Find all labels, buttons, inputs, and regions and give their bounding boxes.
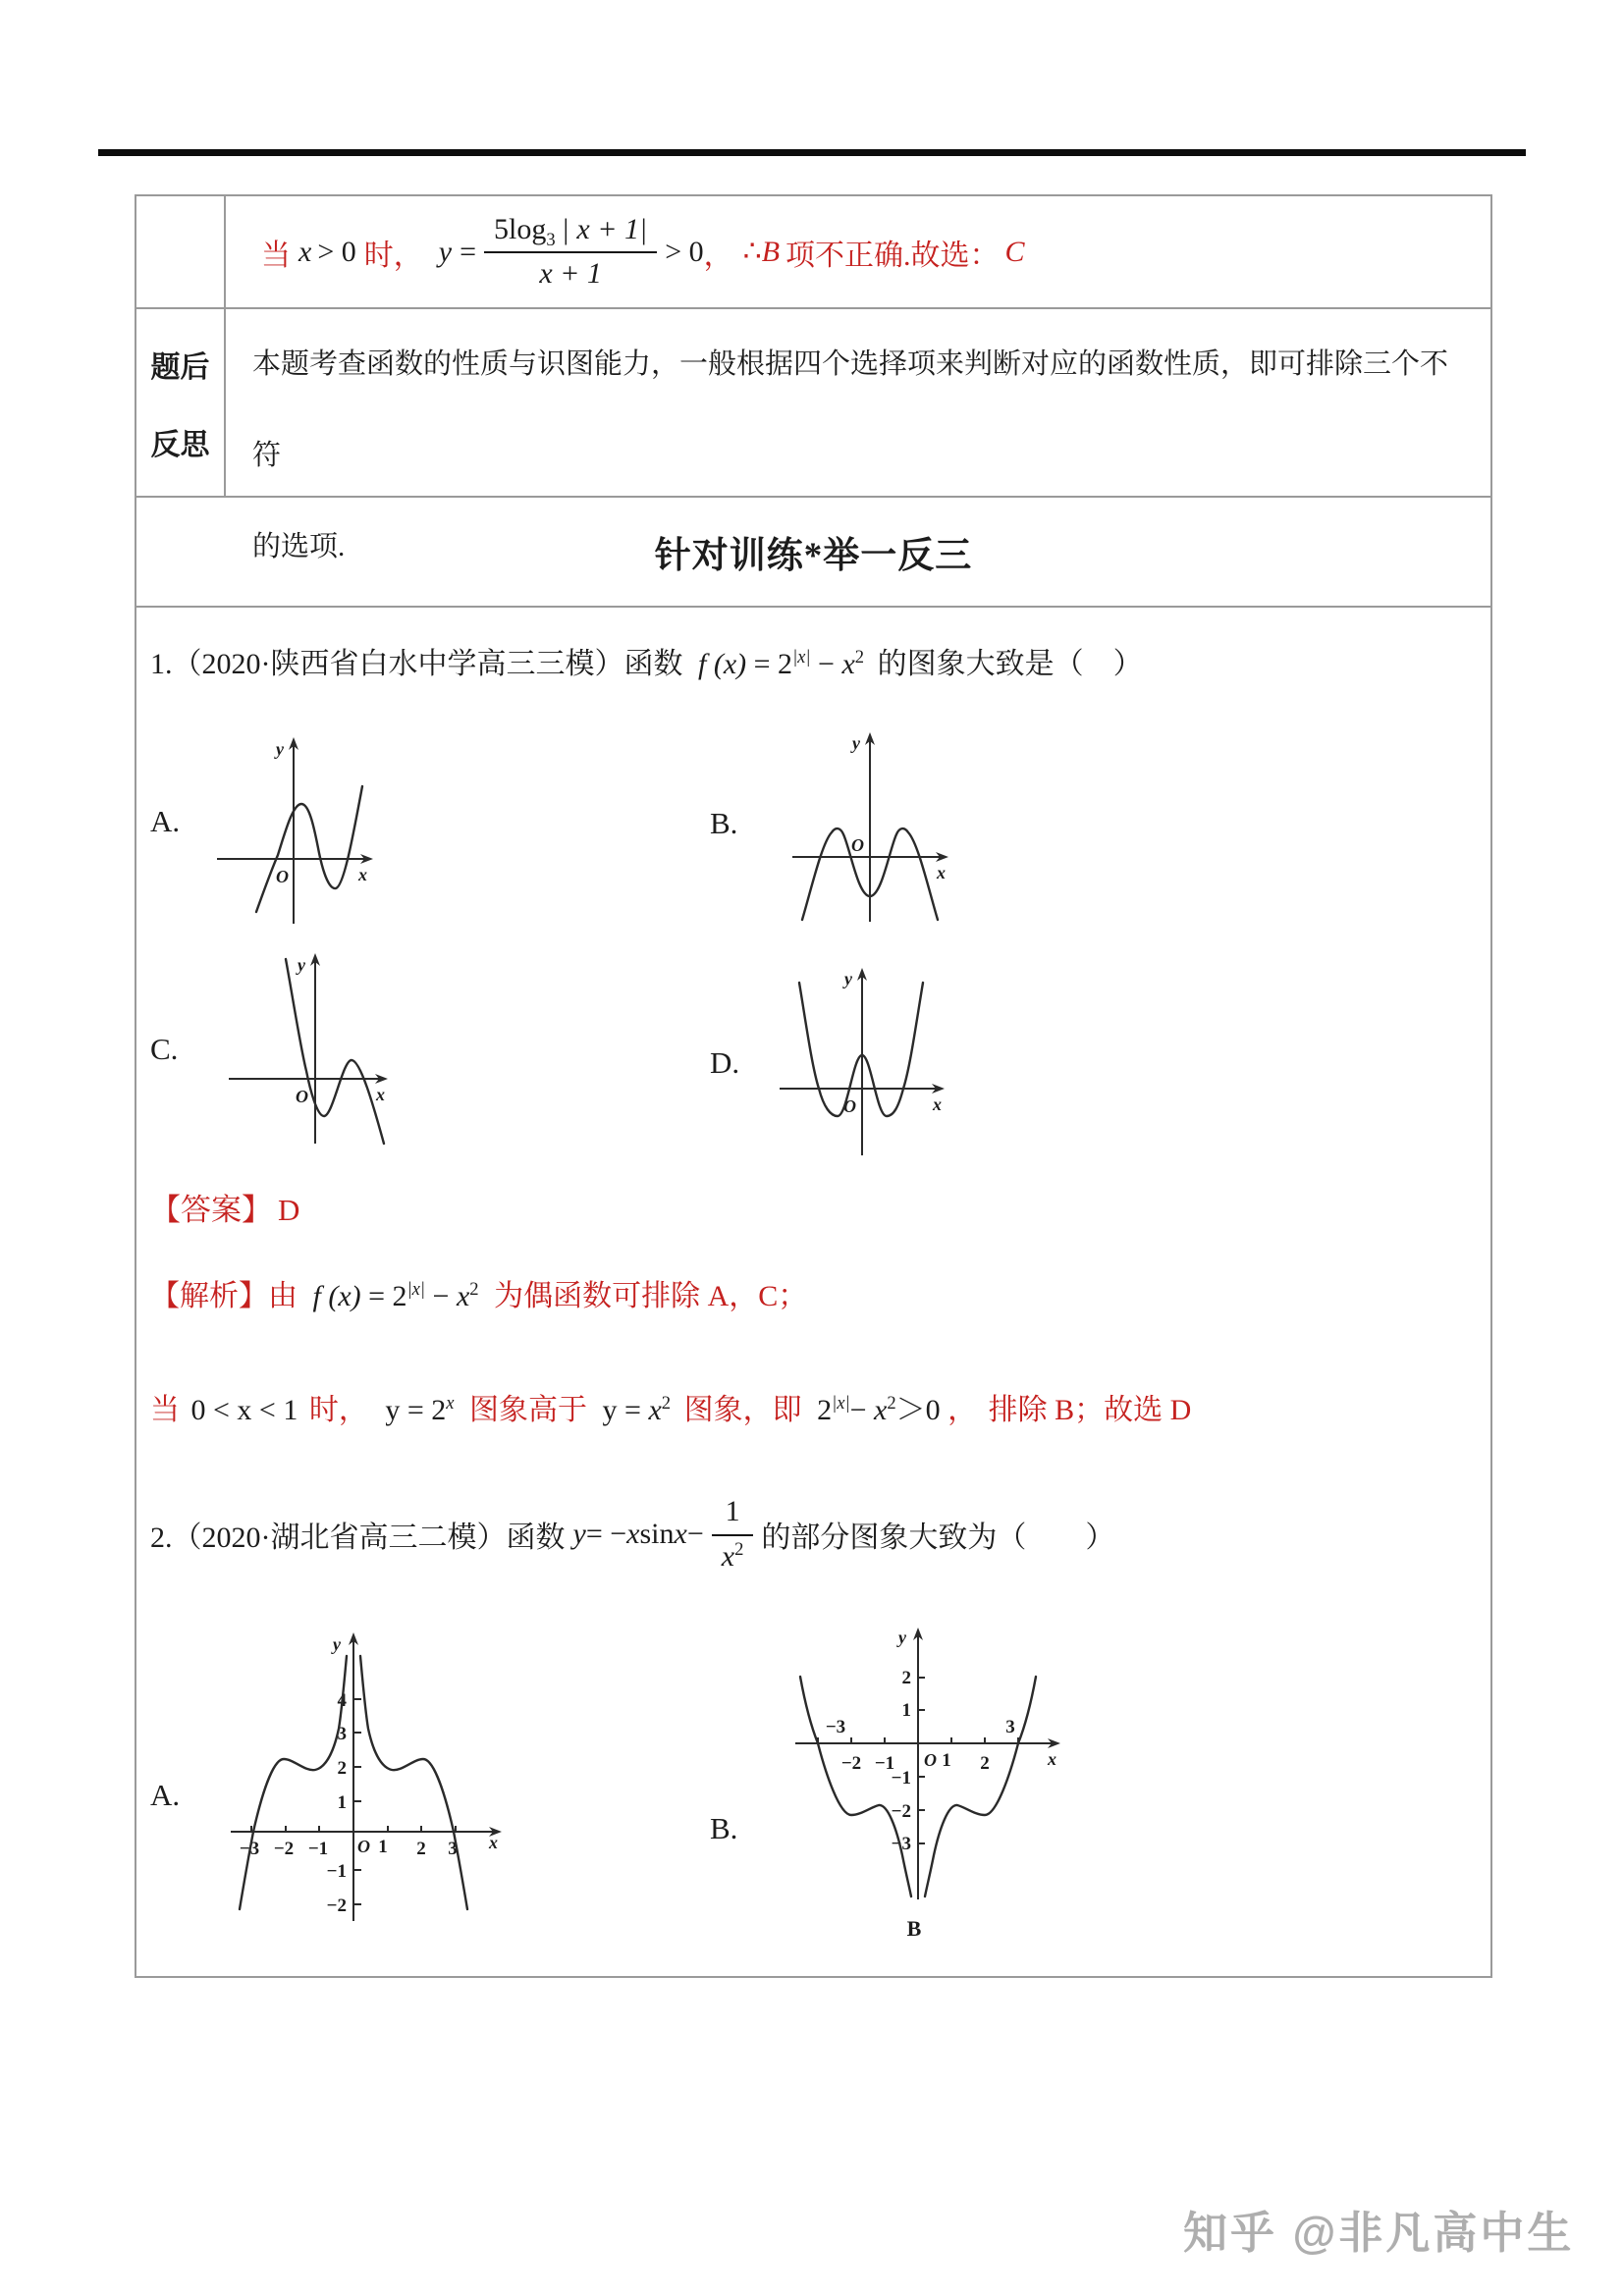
chosen-answer-c: C <box>1004 235 1025 268</box>
x-tick: 3 <box>448 1839 458 1859</box>
line3-shi: 时， <box>308 1394 368 1426</box>
y-axis-label: y <box>844 969 852 988</box>
reflection-label-line2: 反思 <box>150 428 210 461</box>
q2-option-a-label: A. <box>150 1778 181 1812</box>
analysis-math-sup2: 2 <box>469 1279 479 1300</box>
x-tick: 2 <box>980 1753 990 1774</box>
line3-m3-base: 2 <box>817 1394 833 1426</box>
line3-m1-sup: x <box>446 1393 455 1414</box>
section-title: 针对训练*举一反三 <box>654 536 973 576</box>
section-title-row <box>136 498 1490 608</box>
fraction-numerator <box>484 211 657 254</box>
q1-math-x: x <box>841 648 855 680</box>
analysis-label: 【解析】由 <box>150 1280 298 1312</box>
q2-math-minus: − <box>686 1518 704 1550</box>
q2-fraction <box>712 1493 754 1575</box>
solution-formula-row <box>136 196 1490 309</box>
x-tick: 2 <box>416 1839 426 1859</box>
q1-option-d-graph <box>775 963 951 1159</box>
q1-analysis-line <box>150 1271 807 1314</box>
x-tick: −3 <box>825 1717 846 1737</box>
q1-math-sup: |x| <box>792 647 811 667</box>
y-tick: −2 <box>891 1801 911 1822</box>
x-tick: −2 <box>840 1753 862 1774</box>
graph-b-caption: B <box>906 1916 922 1941</box>
reflection-label-line1: 题后 <box>150 350 210 384</box>
den-x1: x + 1 <box>539 257 602 290</box>
y-tick: 2 <box>901 1668 911 1688</box>
q2-fraction-denominator <box>712 1536 754 1576</box>
solution-formula-row-content <box>228 196 1490 307</box>
x-tick: 3 <box>1005 1717 1015 1737</box>
reflection-text-line1: 本题考查函数的性质与识图能力，一般根据四个选择项来判断对应的函数性质，即可排除三个不符 <box>252 348 1449 471</box>
q1-option-d-label: D. <box>710 1045 740 1080</box>
q1-stem-prefix: 1.（2020·陕西省白水中学高三三模）函数 <box>150 648 683 680</box>
solution-formula-row-label-cell <box>136 196 226 307</box>
y-tick: 4 <box>337 1690 347 1711</box>
y-tick: 3 <box>337 1724 347 1744</box>
q2-option-b-graph <box>786 1622 1066 1946</box>
x-axis-label: x <box>1048 1749 1056 1769</box>
q2-stem-suffix: 的部分图象大致为（ ） <box>761 1522 1115 1554</box>
origin-label: O <box>296 1087 308 1106</box>
q2-math-eq1: = − <box>585 1518 627 1550</box>
line3-m3-sup2: 2 <box>887 1393 896 1414</box>
y-axis-label: y <box>298 955 305 975</box>
origin-label: O <box>843 1096 856 1116</box>
q2-den-x: x <box>721 1539 735 1573</box>
q1-answer-line <box>150 1185 299 1229</box>
x-tick: −2 <box>273 1839 295 1859</box>
q1-math-sup2: 2 <box>854 647 865 667</box>
y-axis-label: y <box>333 1634 341 1654</box>
therefore-symbol: ∴ <box>742 236 762 268</box>
q2-den-sup: 2 <box>734 1538 744 1560</box>
line3-m3-sup: |x| <box>832 1393 850 1414</box>
answer-label: 【答案】 <box>150 1193 272 1227</box>
analysis-math-minus: − <box>425 1280 457 1312</box>
text-dang: 当 <box>261 239 291 272</box>
line3-m1: y = 2 <box>385 1394 447 1426</box>
line3-m3-minus: − <box>849 1394 874 1426</box>
q2-option-a-graph <box>223 1627 508 1941</box>
y-tick: −2 <box>326 1896 347 1916</box>
x-axis-label: x <box>489 1833 498 1852</box>
analysis-math-eq: = 2 <box>360 1280 407 1312</box>
fraction-denominator <box>484 253 657 294</box>
math-gt0: > 0 <box>317 235 356 268</box>
text-comma: ， <box>703 239 733 272</box>
line3-tail: 排除 B；故选 D <box>988 1394 1192 1426</box>
answer-value: D <box>278 1193 300 1227</box>
origin-label: O <box>276 867 289 886</box>
num-log: 5log <box>494 212 547 245</box>
y-tick: 1 <box>337 1792 347 1813</box>
solution-table <box>135 194 1492 1978</box>
math-eq: = <box>460 235 476 268</box>
line3-cond: 0 < x < 1 <box>190 1394 298 1426</box>
zhihu-watermark: 知乎 @非凡高中生 <box>1183 2208 1575 2258</box>
questions-area <box>136 608 1490 1980</box>
line3-m2-pre: y = <box>602 1394 649 1426</box>
q2-math-x1: x <box>626 1518 640 1550</box>
num-abs: | x + 1| <box>561 212 648 245</box>
x-tick: −1 <box>874 1753 895 1774</box>
log-base: 3 <box>546 229 556 250</box>
q2-math-sin: sin <box>639 1518 675 1550</box>
x-tick: −3 <box>239 1839 260 1859</box>
q1-option-a-label: A. <box>150 804 181 838</box>
reflection-label-cell <box>136 309 226 496</box>
x-axis-label: x <box>358 865 367 884</box>
math-x: x <box>298 235 312 268</box>
line3-m3-x: x <box>873 1394 888 1426</box>
q1-math-fx: f (x) <box>698 648 747 680</box>
top-divider-rule <box>98 149 1526 156</box>
q1-stem-suffix: 的图象大致是（ ） <box>877 648 1143 680</box>
math-gt0b: > 0 <box>665 235 704 268</box>
line3-comma: ， <box>947 1394 978 1426</box>
y-tick: −3 <box>891 1834 911 1854</box>
y-axis-label: y <box>276 739 284 759</box>
y-tick: 2 <box>337 1758 347 1779</box>
x-axis-label: x <box>937 863 946 882</box>
option-b-ref: B <box>761 235 781 268</box>
y-tick: −1 <box>326 1861 347 1882</box>
q1-stem <box>150 639 1143 682</box>
analysis-math-sup: |x| <box>406 1279 426 1300</box>
q2-fraction-numerator: 1 <box>712 1493 754 1536</box>
q1-option-c-label: C. <box>150 1032 179 1066</box>
x-tick: 1 <box>942 1750 951 1771</box>
q1-option-c-graph <box>223 947 395 1148</box>
analysis-math-x: x <box>456 1280 470 1312</box>
y-tick: 1 <box>901 1700 911 1721</box>
line3-m3-rel: ＞0 <box>895 1394 941 1426</box>
line3-m2-sup: 2 <box>661 1393 672 1414</box>
y-axis-label: y <box>852 733 860 753</box>
fraction-log <box>484 211 657 294</box>
origin-label: O <box>851 835 864 855</box>
q2-math-x2: x <box>674 1518 687 1550</box>
y-axis-label: y <box>898 1628 906 1647</box>
q2-stem-prefix: 2.（2020·湖北省高三二模）函数 <box>150 1522 566 1554</box>
q2-stem <box>150 1493 1114 1575</box>
analysis-math-fx: f (x) <box>312 1280 361 1312</box>
origin-label: O <box>357 1837 370 1856</box>
text-shi: 时， <box>363 239 423 272</box>
math-y: y <box>438 235 453 268</box>
analysis-suffix: 为偶函数可排除 A，C； <box>494 1280 808 1312</box>
reflection-text-line2: 的选项. <box>252 531 346 562</box>
x-tick: −1 <box>307 1839 329 1859</box>
q1-math-minus: − <box>810 648 842 680</box>
line3-red1: 图象高于 <box>469 1394 588 1426</box>
q1-math-eq: = 2 <box>746 648 793 680</box>
q1-option-b-label: B. <box>710 806 738 840</box>
q2-option-b-label: B. <box>710 1811 738 1845</box>
q2-math-y: y <box>572 1518 586 1550</box>
verdict-text: 项不正确.故选： <box>785 239 1000 272</box>
line3-dang: 当 <box>150 1394 180 1426</box>
y-tick: −1 <box>891 1768 911 1789</box>
line3-m2-x: x <box>648 1394 662 1426</box>
q1-option-b-graph <box>786 727 953 924</box>
q1-exclusion-line <box>150 1385 1191 1428</box>
origin-label: O <box>924 1750 937 1770</box>
q1-option-a-graph <box>213 731 380 928</box>
x-axis-label: x <box>933 1095 942 1114</box>
line3-red2: 图象，即 <box>683 1394 802 1426</box>
x-tick: 1 <box>378 1837 388 1857</box>
x-axis-label: x <box>376 1085 385 1104</box>
